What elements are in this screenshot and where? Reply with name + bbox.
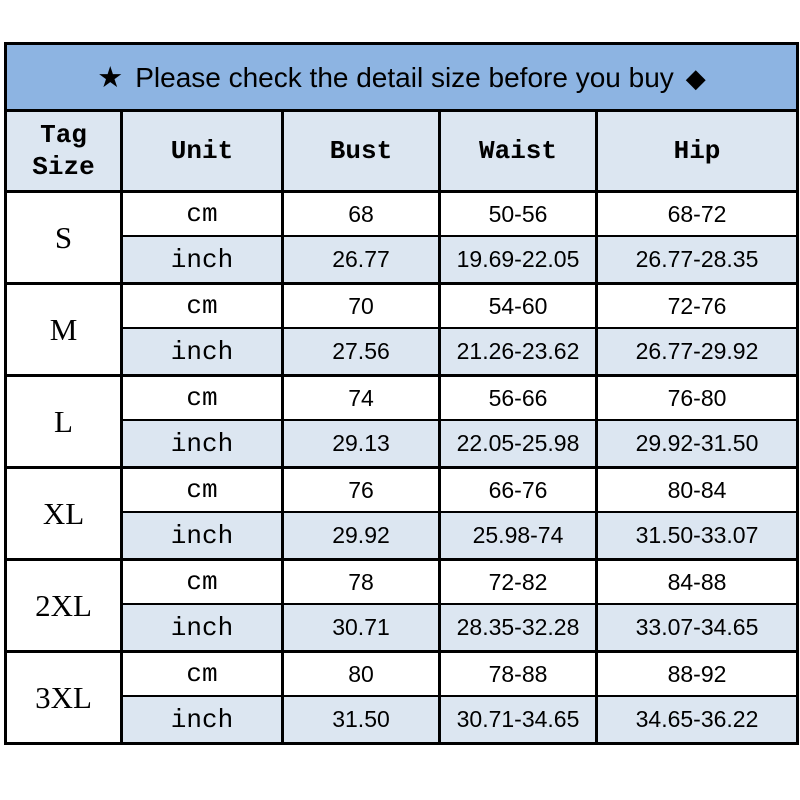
unit-label-inch-s: inch <box>122 236 283 284</box>
header-unit: Unit <box>122 111 283 192</box>
row-s-cm <box>6 192 798 237</box>
hip-cm-l: 76-80 <box>597 376 798 421</box>
hip-inch-m: 26.77-29.92 <box>597 328 798 376</box>
unit-label-inch-2xl: inch <box>122 604 283 652</box>
star-icon: ★ <box>97 61 124 94</box>
bust-cm-m: 70 <box>283 284 440 329</box>
unit-label-cm-2xl: cm <box>122 560 283 605</box>
hip-inch-s: 26.77-28.35 <box>597 236 798 284</box>
row-3xl-inch <box>6 696 798 744</box>
diamond-icon: ◆ <box>685 62 706 93</box>
waist-cm-s: 50-56 <box>440 192 597 237</box>
waist-inch-l: 22.05-25.98 <box>440 420 597 468</box>
hip-cm-xl: 80-84 <box>597 468 798 513</box>
bust-inch-l: 29.13 <box>283 420 440 468</box>
size-table-body <box>6 192 798 744</box>
bust-cm-l: 74 <box>283 376 440 421</box>
waist-cm-2xl: 72-82 <box>440 560 597 605</box>
bust-cm-xl: 76 <box>283 468 440 513</box>
size-label-2xl: 2XL <box>6 560 122 652</box>
row-3xl-cm <box>6 652 798 697</box>
waist-cm-l: 56-66 <box>440 376 597 421</box>
waist-cm-3xl: 78-88 <box>440 652 597 697</box>
waist-inch-3xl: 30.71-34.65 <box>440 696 597 744</box>
size-chart <box>4 42 799 745</box>
hip-cm-m: 72-76 <box>597 284 798 329</box>
unit-label-cm-3xl: cm <box>122 652 283 697</box>
size-label-s: S <box>6 192 122 284</box>
unit-label-cm-xl: cm <box>122 468 283 513</box>
row-l-cm <box>6 376 798 421</box>
waist-cm-xl: 66-76 <box>440 468 597 513</box>
row-s-inch <box>6 236 798 284</box>
unit-label-inch-3xl: inch <box>122 696 283 744</box>
banner <box>6 44 798 111</box>
size-chart-table <box>4 42 799 745</box>
row-xl-cm <box>6 468 798 513</box>
row-m-cm <box>6 284 798 329</box>
header-tag-size: Tag Size <box>6 111 122 192</box>
waist-inch-m: 21.26-23.62 <box>440 328 597 376</box>
waist-inch-2xl: 28.35-32.28 <box>440 604 597 652</box>
hip-cm-2xl: 84-88 <box>597 560 798 605</box>
bust-cm-3xl: 80 <box>283 652 440 697</box>
bust-cm-s: 68 <box>283 192 440 237</box>
hip-inch-3xl: 34.65-36.22 <box>597 696 798 744</box>
row-l-inch <box>6 420 798 468</box>
hip-cm-s: 68-72 <box>597 192 798 237</box>
size-label-l: L <box>6 376 122 468</box>
waist-cm-m: 54-60 <box>440 284 597 329</box>
unit-label-cm-l: cm <box>122 376 283 421</box>
unit-label-inch-xl: inch <box>122 512 283 560</box>
banner-text: Please check the detail size before you buy <box>135 61 674 93</box>
header-hip: Hip <box>597 111 798 192</box>
hip-cm-3xl: 88-92 <box>597 652 798 697</box>
bust-inch-2xl: 30.71 <box>283 604 440 652</box>
unit-label-inch-m: inch <box>122 328 283 376</box>
hip-inch-xl: 31.50-33.07 <box>597 512 798 560</box>
bust-inch-m: 27.56 <box>283 328 440 376</box>
unit-label-cm-s: cm <box>122 192 283 237</box>
unit-label-inch-l: inch <box>122 420 283 468</box>
row-m-inch <box>6 328 798 376</box>
bust-inch-3xl: 31.50 <box>283 696 440 744</box>
waist-inch-s: 19.69-22.05 <box>440 236 597 284</box>
header-row <box>6 111 798 192</box>
banner-row <box>6 44 798 111</box>
bust-cm-2xl: 78 <box>283 560 440 605</box>
bust-inch-xl: 29.92 <box>283 512 440 560</box>
row-2xl-inch <box>6 604 798 652</box>
header-bust: Bust <box>283 111 440 192</box>
size-label-xl: XL <box>6 468 122 560</box>
header-waist: Waist <box>440 111 597 192</box>
row-xl-inch <box>6 512 798 560</box>
row-2xl-cm <box>6 560 798 605</box>
bust-inch-s: 26.77 <box>283 236 440 284</box>
size-label-m: M <box>6 284 122 376</box>
size-label-3xl: 3XL <box>6 652 122 744</box>
hip-inch-l: 29.92-31.50 <box>597 420 798 468</box>
hip-inch-2xl: 33.07-34.65 <box>597 604 798 652</box>
unit-label-cm-m: cm <box>122 284 283 329</box>
waist-inch-xl: 25.98-74 <box>440 512 597 560</box>
